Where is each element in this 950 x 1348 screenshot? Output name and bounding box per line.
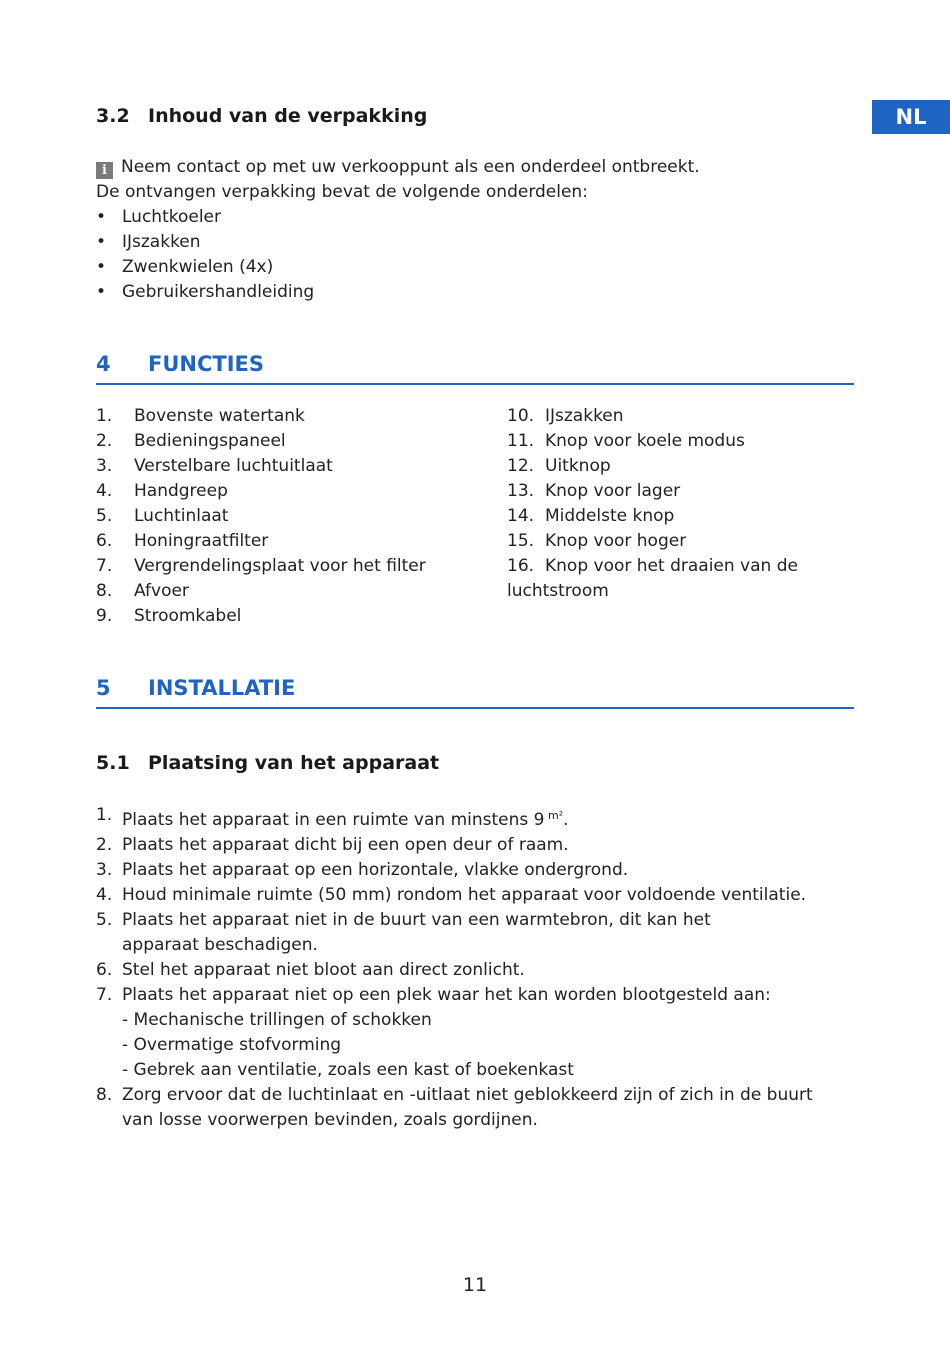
list-item: 14. Middelste knop (507, 506, 675, 526)
bullet: • (96, 232, 107, 252)
section-number: 3.2 (96, 105, 130, 127)
info-note-text: Neem contact op met uw verkooppunt als een onderdeel ontbreekt. (121, 157, 700, 177)
page-number: 11 (462, 1274, 488, 1296)
list-item: 5. Plaats het apparaat niet in de buurt van een warmtebron, dit kan het apparaat beschadigen. (96, 910, 711, 955)
unit-superscript: m² (544, 809, 564, 822)
section-title: Plaatsing van het apparaat (148, 752, 440, 774)
sub-item: - Overmatige stofvorming (122, 1035, 342, 1055)
list-item: 8. Afvoer (96, 581, 189, 601)
list-item: • Gebruikershandleiding (96, 280, 314, 305)
list-item: • Luchtkoeler (96, 205, 314, 230)
section-number: 4 (96, 352, 111, 376)
list-item: 5. Luchtinlaat (96, 506, 229, 526)
info-note (96, 155, 700, 180)
list-item: 4. Houd minimale ruimte (50 mm) rondom het apparaat voor voldoende ventilatie. (96, 885, 807, 905)
bullet: • (96, 257, 107, 277)
list-item: 7. Vergrendelingsplaat voor het filter (96, 556, 426, 576)
sub-item: - Mechanische trillingen of schokken (122, 1010, 432, 1030)
list-item: 6. Stel het apparaat niet bloot aan direct zonlicht. (96, 960, 525, 980)
list-item: 4. Handgreep (96, 481, 228, 501)
list-item: 12. Uitknop (507, 456, 611, 476)
list-item: 7. Plaats het apparaat niet op een plek waar het kan worden blootgesteld aan: - Mechanische trillingen of schokken - Overmatige stofvorming - Gebrek aan ventilatie, zoals een kast of boekenkast (96, 983, 856, 1083)
list-item: 1. Bovenste watertank (96, 406, 305, 426)
list-item: • Zwenkwielen (4x) (96, 255, 314, 280)
section-title: INSTALLATIE (148, 676, 296, 700)
list-item: 1. Plaats het apparaat in een ruimte van minstens 9 $^{m^2}$. (96, 805, 569, 830)
list-item: • IJszakken (96, 230, 314, 255)
functions-list-left (96, 404, 426, 629)
info-icon: i (96, 162, 113, 179)
list-item: 2. Plaats het apparaat dicht bij een open deur of raam. (96, 835, 569, 855)
package-intro: De ontvangen verpakking bevat de volgende onderdelen: (96, 182, 588, 202)
bullet: • (96, 282, 107, 302)
list-item: 16. Knop voor het draaien van de (507, 556, 798, 576)
list-item: 15. Knop voor hoger (507, 531, 687, 551)
bullet: • (96, 207, 107, 227)
section-number: 5.1 (96, 752, 130, 774)
functions-list-right (507, 404, 798, 604)
list-item: 10. IJszakken (507, 406, 624, 426)
section-heading-5 (96, 676, 854, 709)
sub-item: - Gebrek aan ventilatie, zoals een kast of boekenkast (122, 1060, 574, 1080)
section-title: Inhoud van de verpakking (148, 105, 428, 127)
list-item: 2. Bedieningspaneel (96, 431, 286, 451)
list-item: 6. Honingraatfilter (96, 531, 269, 551)
section-title: FUNCTIES (148, 352, 264, 376)
section-heading-4 (96, 352, 854, 385)
section-number: 5 (96, 676, 111, 700)
package-contents-list (96, 205, 314, 305)
list-item: 3. Plaats het apparaat op een horizontale, vlakke ondergrond. (96, 860, 629, 880)
list-item: 11. Knop voor koele modus (507, 431, 745, 451)
language-tab: NL (872, 100, 950, 134)
list-item: 13. Knop voor lager (507, 481, 681, 501)
list-item: 8. Zorg ervoor dat de luchtinlaat en -uitlaat niet geblokkeerd zijn of zich in de buurt van losse voorwerpen bevinden, zoals gordijnen. (96, 1085, 813, 1130)
section-heading-3-2 (96, 105, 427, 127)
placement-steps-list (96, 803, 856, 1133)
list-item: 9. Stroomkabel (96, 606, 242, 626)
section-heading-5-1 (96, 752, 439, 774)
list-item: 3. Verstelbare luchtuitlaat (96, 456, 333, 476)
list-item-wrap: luchtstroom (507, 581, 609, 601)
